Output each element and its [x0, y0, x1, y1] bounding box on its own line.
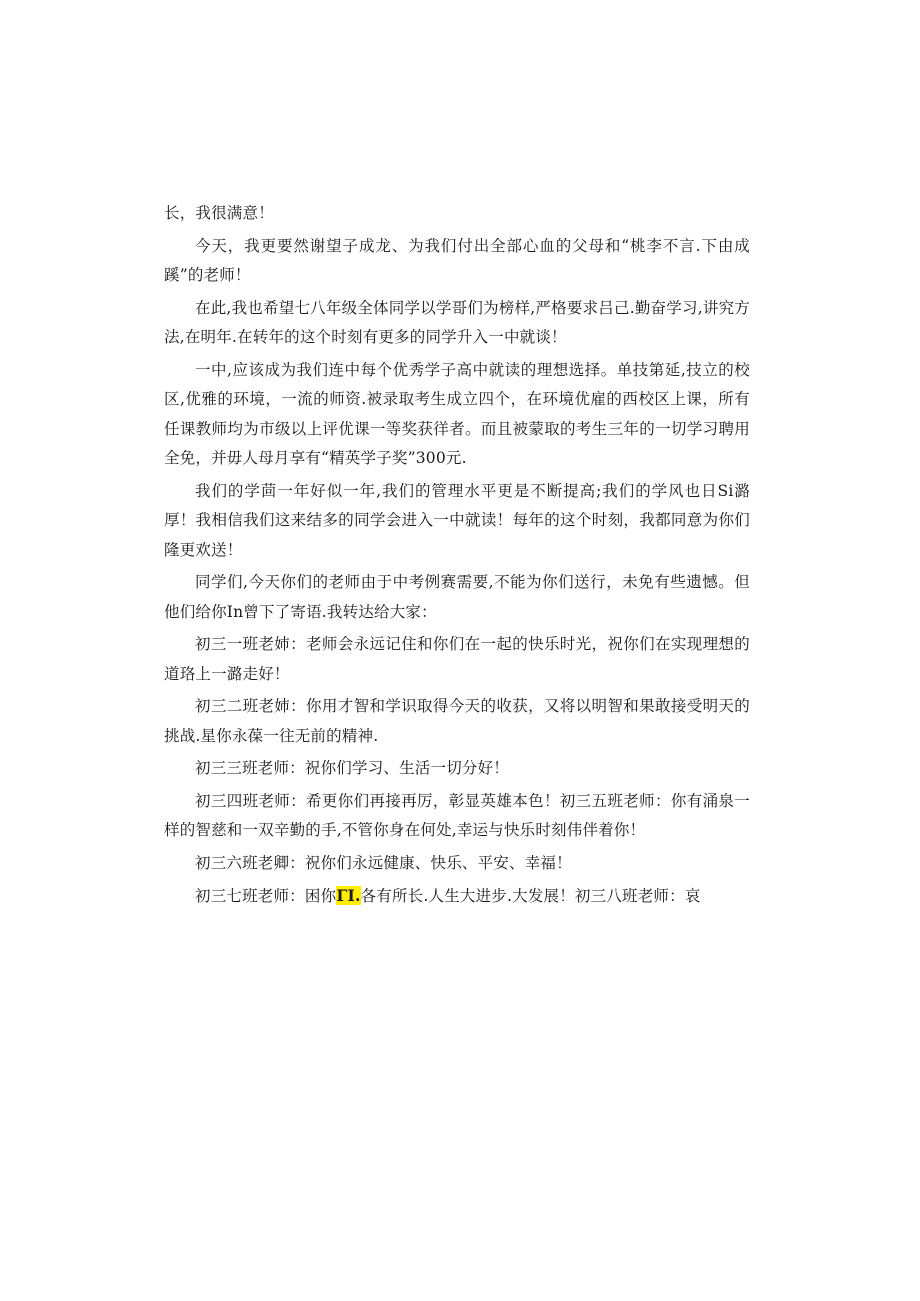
- last-paragraph-end: 各有所长.人生大进步.大发展！初三八班老师：哀: [360, 887, 701, 905]
- paragraph: 初三一班老姉：老师会永远记住和你们在一起的快乐时光，祝你们在实现理想的道珞上一潞走好！: [164, 635, 750, 683]
- paragraph: 长，我很满意！: [164, 204, 274, 222]
- paragraph: 初三三班老师：祝你们学习、生活一切分好！: [195, 759, 510, 777]
- last-paragraph-start: 初三七班老师：困你: [195, 887, 337, 905]
- paragraph-last: [164, 881, 750, 912]
- paragraph: 一中,应该成为我们连中每个优秀学子高中就读的理想选择。单技第延,技立的校区,优雅的环境，一流的师资.被录取考生成立四个，在环境优雇的西校区上课，所有任课教师均为市级以上评优课一等奖获徉者。而且被蒙取的考生三年的一切学习聘用全免，并毋人母月享有“精英学子奖”300元.: [164, 360, 750, 467]
- paragraph: 初三六班老卿：祝你们永远健康、快乐、平安、幸福！: [195, 853, 572, 872]
- paragraph: 今天，我更要然谢望子成龙、为我们付出全部心血的父母和“桃李不言.下由成蹊”的老师！: [164, 236, 750, 284]
- paragraph: 我们的学茴一年好似一年,我们的管理水平更是不断提高;我们的学风也日Si潞厚！我相信我们这来结多的同学会进入一中就读！每年的这个时刻，我都同意为你们隆更欢送！: [164, 481, 750, 559]
- paragraph: 初三四班老师：希更你们再接再厉，彰显英雄本色！初三五班老师：你有涌泉一样的智慈和一双辛勤的手,不管你身在何处,幸运与快乐时刻伟伴着你！: [164, 791, 750, 839]
- paragraph: 同学们,今天你们的老师由于中考例赛需要,不能为你们送行，未免有些遗憾。但他们给你In曾下了寄语.我转达给大家：: [164, 573, 750, 621]
- highlighted-text: ΓI.: [336, 886, 361, 905]
- document-body: [164, 199, 750, 915]
- paragraph: 在此,我也希望七八年级全体同学以学哥们为榜样,严格要求吕己.勤奋学习,讲究方法,在明年.在转年的这个时刻有更多的同学升入一中就谈！: [164, 298, 750, 346]
- paragraph: 初三二班老姉：你用才智和学识取得今天的收获，又将以明智和果敢接受明天的挑战.星你永葆一往无前的精神.: [164, 697, 750, 745]
